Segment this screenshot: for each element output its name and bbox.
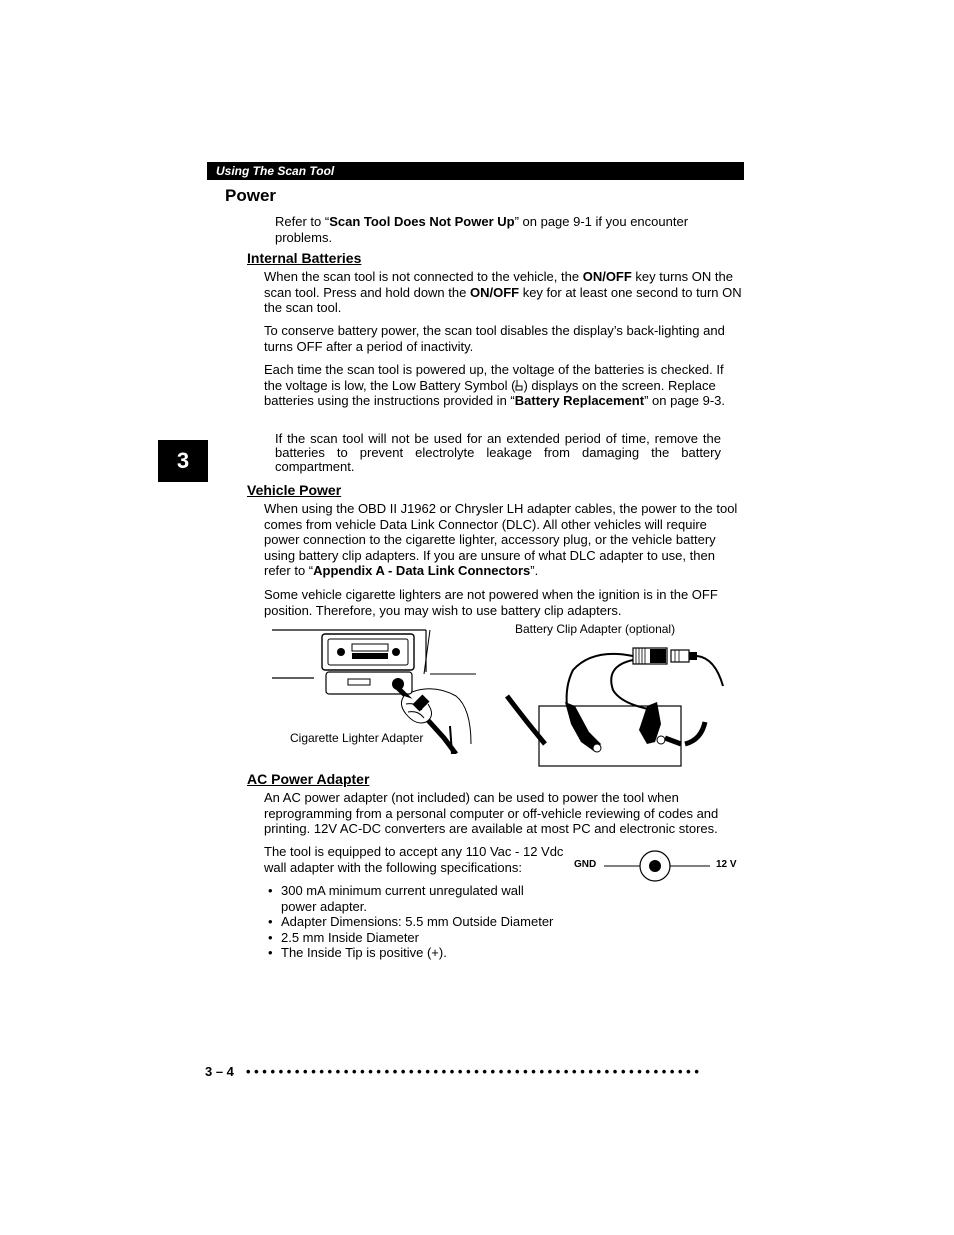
twelve-volt-label: 12 V — [716, 859, 737, 870]
internal-para-2: To conserve battery power, the scan tool disables the display’s back-lighting and turns OFF after a period of inactivity. — [264, 323, 725, 354]
power-heading: Power — [225, 186, 277, 205]
on-off-key: ON/OFF — [469, 284, 520, 300]
gnd-label: GND — [574, 859, 597, 870]
on-off-key: ON/OFF — [582, 269, 632, 284]
ac-para-1: An AC power adapter (not included) can be used to power the tool when reprogramming from a personal computer or off-vehicle reviewing of codes and printing. 12V AC-DC converters are available at most PC and electronic stores. — [264, 790, 719, 836]
internal-para-1: When the scan tool is not connected to the vehicle, the ON/OFF key turns ON the scan tool. Press and hold down the ON/OFF key for at least one second to turn ON the scan tool. — [264, 269, 742, 315]
list-item: • The Inside Tip is positive (+). — [268, 945, 588, 961]
internal-note: If the scan tool will not be used for an extended period of time, remove the batteries to prevent electrolyte leakage from damaging the battery compartment. — [275, 431, 721, 474]
chapter-tab: 3 — [158, 440, 208, 482]
list-item: • 2.5 mm Inside Diameter — [268, 930, 588, 946]
vehicle-para-1: When using the OBD II J1962 or Chrysler LH adapter cables, the power to the tool comes from vehicle Data Link Connector (DLC). All other vehicles will require power connection to the cigarette lighter, accessory plug, or the vehicle battery using battery clip adapters. If you are unsure of what DLC adapter to use, then refer to “Appendix A - Data Link Connectors”. — [264, 501, 738, 578]
internal-batteries-heading: Internal Batteries — [247, 250, 362, 266]
ac-para-2: The tool is equipped to accept any 110 Vac - 12 Vdc wall adapter with the following specifications: — [264, 844, 564, 875]
vehicle-para-2: Some vehicle cigarette lighters are not powered when the ignition is in the OFF position. Therefore, you may wish to use battery clip adapters. — [264, 587, 718, 618]
cigarette-lighter-caption: Cigarette Lighter Adapter — [290, 731, 424, 745]
vehicle-power-heading: Vehicle Power — [247, 482, 342, 498]
footer-dot-leader: •••••••••••••••••••••••••••••••••••••••••••••••••••••••• — [246, 1064, 703, 1079]
power-intro: Refer to “Scan Tool Does Not Power Up” on page 9-1 if you encounter problems. — [275, 214, 689, 245]
page-number: 3 – 4 — [205, 1064, 234, 1079]
section-header: Using The Scan Tool — [207, 162, 744, 180]
internal-para-3: Each time the scan tool is powered up, the voltage of the batteries is checked. If the voltage is low, the Low Battery Symbol ( ) displays on the screen. Replace batteries using the instructions provided in “Battery Replacement” on page 9-3. — [264, 362, 726, 408]
ac-power-adapter-heading: AC Power Adapter — [247, 771, 370, 787]
adapter-spec-list — [268, 883, 588, 961]
battery-clip-caption: Battery Clip Adapter (optional) — [515, 622, 676, 636]
list-item: • 300 mA minimum current unregulated wall power adapter. — [268, 883, 561, 914]
list-item: • Adapter Dimensions: 5.5 mm Outside Diameter — [268, 914, 588, 930]
polarity-diagram — [600, 848, 712, 884]
battery-clip-illustration — [505, 640, 730, 768]
